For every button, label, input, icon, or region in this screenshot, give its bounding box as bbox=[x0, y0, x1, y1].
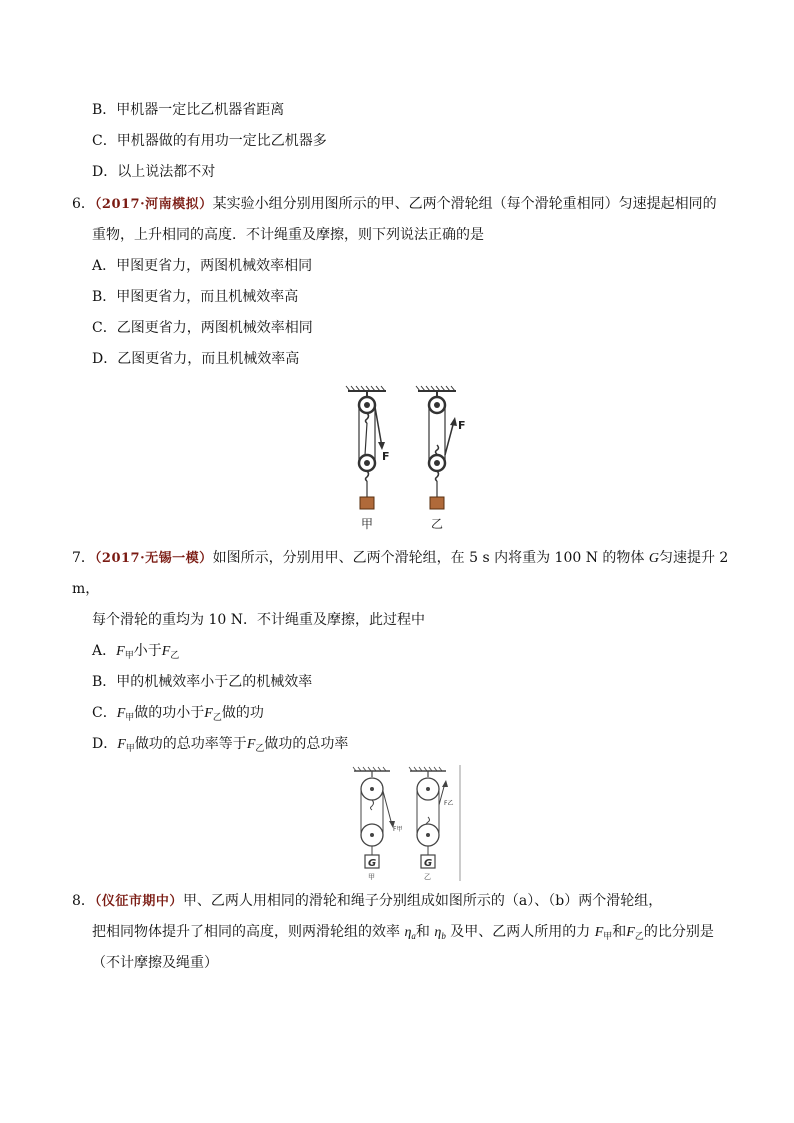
q7-option-c-prefix: C． bbox=[92, 705, 117, 721]
q7-option-c bbox=[92, 704, 264, 724]
q6-left-ceiling bbox=[346, 386, 386, 391]
q6-right-force-label: F bbox=[458, 419, 466, 432]
q8-stem-line1 bbox=[72, 892, 662, 911]
q8-F1-sub: 甲 bbox=[603, 932, 613, 942]
q7-right-fixed-pulley bbox=[417, 771, 439, 800]
q6-right-movable-pulley bbox=[429, 455, 445, 497]
q8-stem-text2e: 的比分别是 bbox=[643, 924, 714, 940]
q7-left-force-arrow bbox=[383, 791, 392, 825]
q7-right-force-label: F乙 bbox=[444, 800, 454, 807]
q7-right-movable-pulley bbox=[417, 824, 439, 855]
q8-eta-b: η bbox=[434, 925, 442, 940]
q6-option-b: B．甲图更省力，而且机械效率高 bbox=[92, 289, 299, 305]
q8-eta-a-sub: a bbox=[411, 931, 416, 941]
q8-stem-line3: （不计摩擦及绳重） bbox=[92, 955, 218, 971]
q7-option-c-F1: F bbox=[116, 706, 126, 721]
q6-right-force-arrow bbox=[445, 421, 454, 455]
q6-left-force-arrow bbox=[375, 407, 382, 447]
q7-option-a-sub1: 甲 bbox=[124, 651, 134, 661]
q7-option-a-sub2: 乙 bbox=[170, 651, 180, 661]
q7-option-a-mid: 小于 bbox=[133, 643, 162, 659]
q7-option-d-prefix: D． bbox=[92, 736, 118, 752]
q8-number: 8． bbox=[72, 893, 95, 909]
q7-source: （2017·无锡一模） bbox=[94, 551, 213, 566]
q7-left-label: 甲 bbox=[368, 873, 375, 881]
q6-left-movable-pulley bbox=[359, 455, 375, 497]
q8-stem-line2 bbox=[92, 923, 714, 943]
q7-option-b: B．甲的机械效率小于乙的机械效率 bbox=[92, 674, 313, 690]
q7-option-d-F2: F bbox=[246, 737, 256, 752]
q6-right-fixed-pulley bbox=[429, 391, 445, 413]
q7-option-c-post: 做的功 bbox=[221, 705, 264, 721]
q8-eta-a: η bbox=[404, 925, 412, 940]
q6-option-c: C．乙图更省力，两图机械效率相同 bbox=[92, 320, 313, 336]
q7-option-a-F1: F bbox=[116, 644, 125, 659]
q8-stem-text2b: 和 bbox=[415, 924, 435, 940]
q6-stem-text1: 某实验小组分别用图所示的甲、乙两个滑轮组（每个滑轮重相同）匀速提起相同的 bbox=[212, 196, 717, 212]
q7-option-c-sub2: 乙 bbox=[212, 713, 222, 723]
q6-left-label: 甲 bbox=[361, 517, 374, 531]
q6-option-a: A．甲图更省力，两图机械效率相同 bbox=[92, 258, 313, 274]
q8-stem-text2d: 和 bbox=[612, 924, 627, 940]
q8-stem-text1: 甲、乙两人用相同的滑轮和绳子分别组成如图所示的（a）、（b）两个滑轮组， bbox=[182, 893, 663, 909]
q7-option-d-post: 做功的总功率 bbox=[264, 736, 349, 752]
q6-number: 6． bbox=[72, 196, 95, 212]
q8-F1: F bbox=[594, 925, 604, 940]
q7-option-c-mid: 做的功小于 bbox=[134, 705, 205, 721]
q6-stem-line2: 重物，上升相同的高度．不计绳重及摩擦，则下列说法正确的是 bbox=[92, 227, 484, 243]
q7-option-a-F2: F bbox=[161, 644, 171, 659]
q7-option-a-prefix: A． bbox=[92, 643, 117, 659]
q7-stem-line1-wrap: m， bbox=[72, 581, 100, 597]
q7-option-a bbox=[92, 642, 179, 662]
q5-option-c: C．甲机器做的有用功一定比乙机器多 bbox=[92, 133, 327, 149]
q8-stem-text2a: 把相同物体提升了相同的高度，则两滑轮组的效率 bbox=[92, 924, 405, 940]
q7-option-d bbox=[92, 735, 348, 755]
q7-left-force-label: F甲 bbox=[393, 826, 403, 833]
q7-pulley-figure bbox=[348, 765, 463, 883]
q8-F2-sub: 乙 bbox=[634, 932, 644, 942]
q7-left-fixed-pulley bbox=[361, 771, 383, 800]
q6-left-weight bbox=[360, 497, 374, 509]
q7-stem-line1 bbox=[72, 549, 728, 568]
q6-left-fixed-pulley bbox=[359, 391, 375, 423]
q7-left-movable-pulley bbox=[361, 824, 383, 855]
q7-option-d-sub2: 乙 bbox=[255, 744, 265, 754]
q6-right-ceiling bbox=[416, 386, 456, 391]
q7-number: 7． bbox=[72, 550, 95, 566]
q7-left-weight-label: G bbox=[368, 858, 377, 869]
q7-right-label: 乙 bbox=[424, 873, 431, 881]
q7-stem-text1b: 匀速提升 2 bbox=[658, 550, 729, 566]
q6-stem-line1 bbox=[72, 195, 717, 214]
q6-pulley-figure bbox=[340, 385, 470, 535]
q7-stem-G: G bbox=[648, 551, 659, 566]
q7-option-d-sub1: 甲 bbox=[125, 744, 135, 754]
q5-option-d: D．以上说法都不对 bbox=[92, 164, 216, 180]
q7-stem-text1a: 如图所示，分别用甲、乙两个滑轮组，在 5 s 内将重为 100 N 的物体 bbox=[212, 550, 649, 566]
q5-option-b: B．甲机器一定比乙机器省距离 bbox=[92, 102, 285, 118]
q6-right-weight bbox=[430, 497, 444, 509]
q7-stem-line2: 每个滑轮的重均为 10 N．不计绳重及摩擦，此过程中 bbox=[92, 612, 425, 628]
q7-option-c-F2: F bbox=[204, 706, 213, 721]
q6-option-d: D．乙图更省力，而且机械效率高 bbox=[92, 351, 300, 367]
q6-left-force-label: F bbox=[382, 450, 390, 463]
q6-right-label: 乙 bbox=[431, 517, 444, 531]
q7-right-weight-label: G bbox=[424, 858, 433, 869]
q7-option-c-sub1: 甲 bbox=[125, 713, 135, 723]
q7-option-d-F1: F bbox=[117, 737, 126, 752]
q7-option-d-mid: 做功的总功率等于 bbox=[134, 736, 247, 752]
q6-source: （2017·河南模拟） bbox=[94, 197, 213, 212]
q8-stem-text2c: 及甲、乙两人所用的力 bbox=[445, 924, 595, 940]
q8-source: （仪征市期中） bbox=[94, 894, 183, 909]
q8-F2: F bbox=[626, 925, 635, 940]
q8-eta-b-sub: b bbox=[441, 931, 446, 941]
